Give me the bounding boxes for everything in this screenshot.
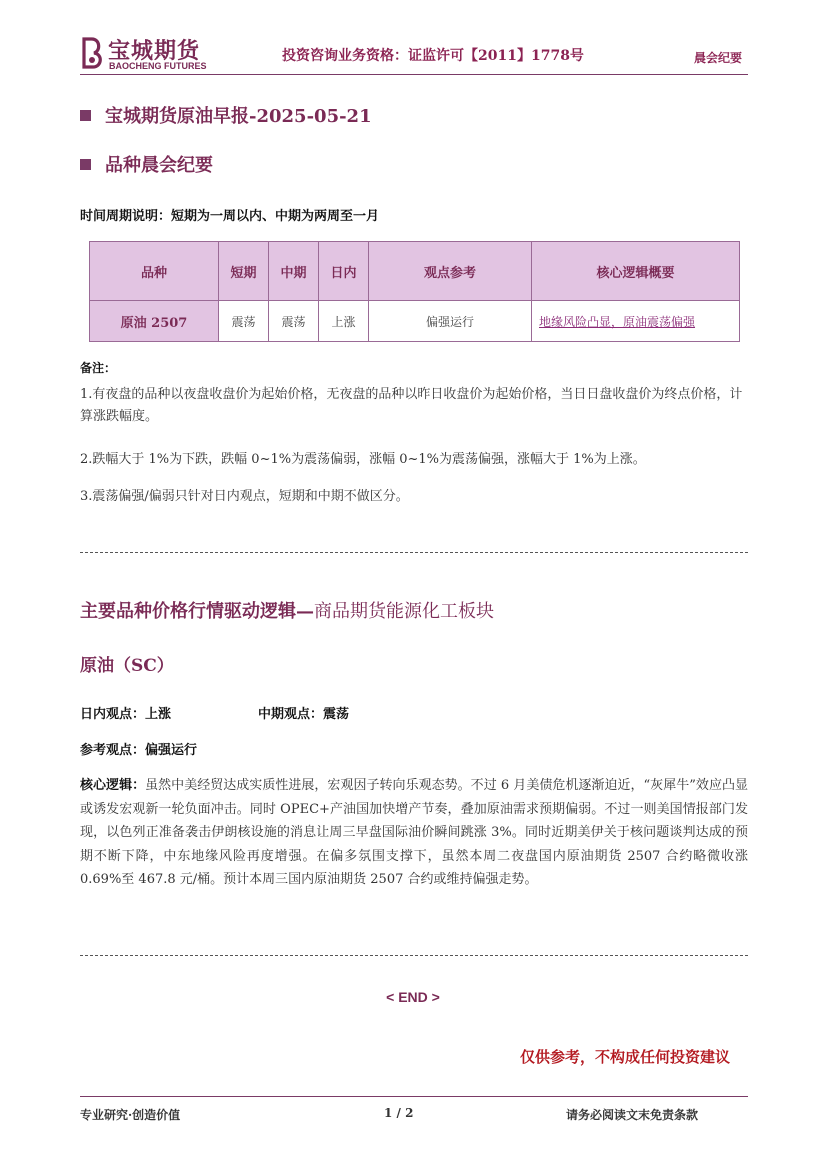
drivers-title-sub: 商品期货能源化工板块 [314,601,494,622]
column-header: 观点参考 [369,242,532,301]
reference-view: 参考观点：偏强运行 [80,743,198,758]
table-cell-short-term: 震荡 [219,301,269,342]
footer-disclaimer-note: 请务必阅读文末免责条款 [566,1108,699,1122]
mid-term-view: 中期观点：震荡 [258,707,350,722]
column-header: 日内 [319,242,369,301]
intraday-view: 日内观点：上涨 [80,707,172,722]
core-logic-paragraph [80,774,748,892]
core-logic-label: 核心逻辑： [80,778,146,793]
drivers-title-main: 主要品种价格行情驱动逻辑— [80,601,314,622]
dashed-divider [80,955,748,956]
column-header: 品种 [90,242,219,301]
report-subtitle-text: 品种晨会纪要 [105,155,213,176]
square-bullet-icon [80,110,91,121]
footer-divider [80,1096,748,1097]
footer-slogan: 专业研究·创造价值 [80,1108,181,1122]
report-title-text: 宝城期货原油早报-2025-05-21 [105,106,372,127]
note-item: 2.跌幅大于 1%为下跌，跌幅 0~1%为震荡偏弱，涨幅 0~1%为震荡偏强，涨幅大于 1%为上涨。 [80,452,646,467]
disclaimer: 仅供参考，不构成任何投资建议 [520,1049,731,1066]
drivers-title [80,597,494,623]
summary-table [89,241,740,342]
period-note: 时间周期说明：短期为一周以内、中期为两周至一月 [80,209,380,224]
table-header-row [90,242,740,301]
square-bullet-icon [80,159,91,170]
logo-english-name: BAOCHENG FUTURES [109,61,207,71]
commodity-title: 原油（SC） [80,656,174,676]
table-cell-mid-term: 震荡 [269,301,319,342]
notes-title: 备注： [80,361,117,375]
table-cell-commodity: 原油 2507 [90,301,219,342]
qualification-text: 投资咨询业务资格：证监许可【2011】1778号 [282,48,584,64]
table-cell-intraday: 上涨 [319,301,369,342]
core-logic-text: 虽然中美经贸达成实质性进展，宏观因子转向乐观态势。不过 6 月美债危机逐渐迫近，“灰犀牛”效应凸显或诱发宏观新一轮负面冲击。同时 OPEC+产油国加快增产节奏，叠加原油需求预期偏弱。不过一则美国情报部门发现，以色列正准备袭击伊朗核设施的消息让周三早盘国际油价瞬间跳涨 3%。同时近期美伊关于核问题谈判达成的预期不断下降，中东地缘风险再度增强。在偏多氛围支撑下，虽然本周二夜盘国内原油期货 2507 合约略微收涨 0.69%至 467.8 元/桶。预计本周三国内原油期货 2507 合约或维持偏强走势。 [80,778,748,887]
note-item: 3.震荡偏强/偏弱只针对日内观点，短期和中期不做区分。 [80,489,409,504]
baocheng-logo-icon [80,36,106,70]
report-subtitle [80,151,213,177]
note-item: 1.有夜盘的品种以夜盘收盘价为起始价格，无夜盘的品种以昨日收盘价为起始价格，当日日盘收盘价为终点价格，计算涨跌幅度。 [80,387,743,424]
report-title [80,102,372,128]
column-header: 核心逻辑概要 [532,242,740,301]
header-report-type: 晨会纪要 [694,51,743,65]
column-header: 中期 [269,242,319,301]
company-logo [80,34,220,74]
column-header: 短期 [219,242,269,301]
table-row [90,301,740,342]
table-cell-view: 偏强运行 [369,301,532,342]
page-number: 1 / 2 [384,1106,414,1120]
header-divider [80,74,748,75]
dashed-divider [80,552,748,553]
end-marker: < END > [386,989,440,1005]
core-logic-link[interactable]: 地缘风险凸显，原油震荡偏强 [532,301,740,342]
logo-chinese-name: 宝城期货 [108,38,201,64]
